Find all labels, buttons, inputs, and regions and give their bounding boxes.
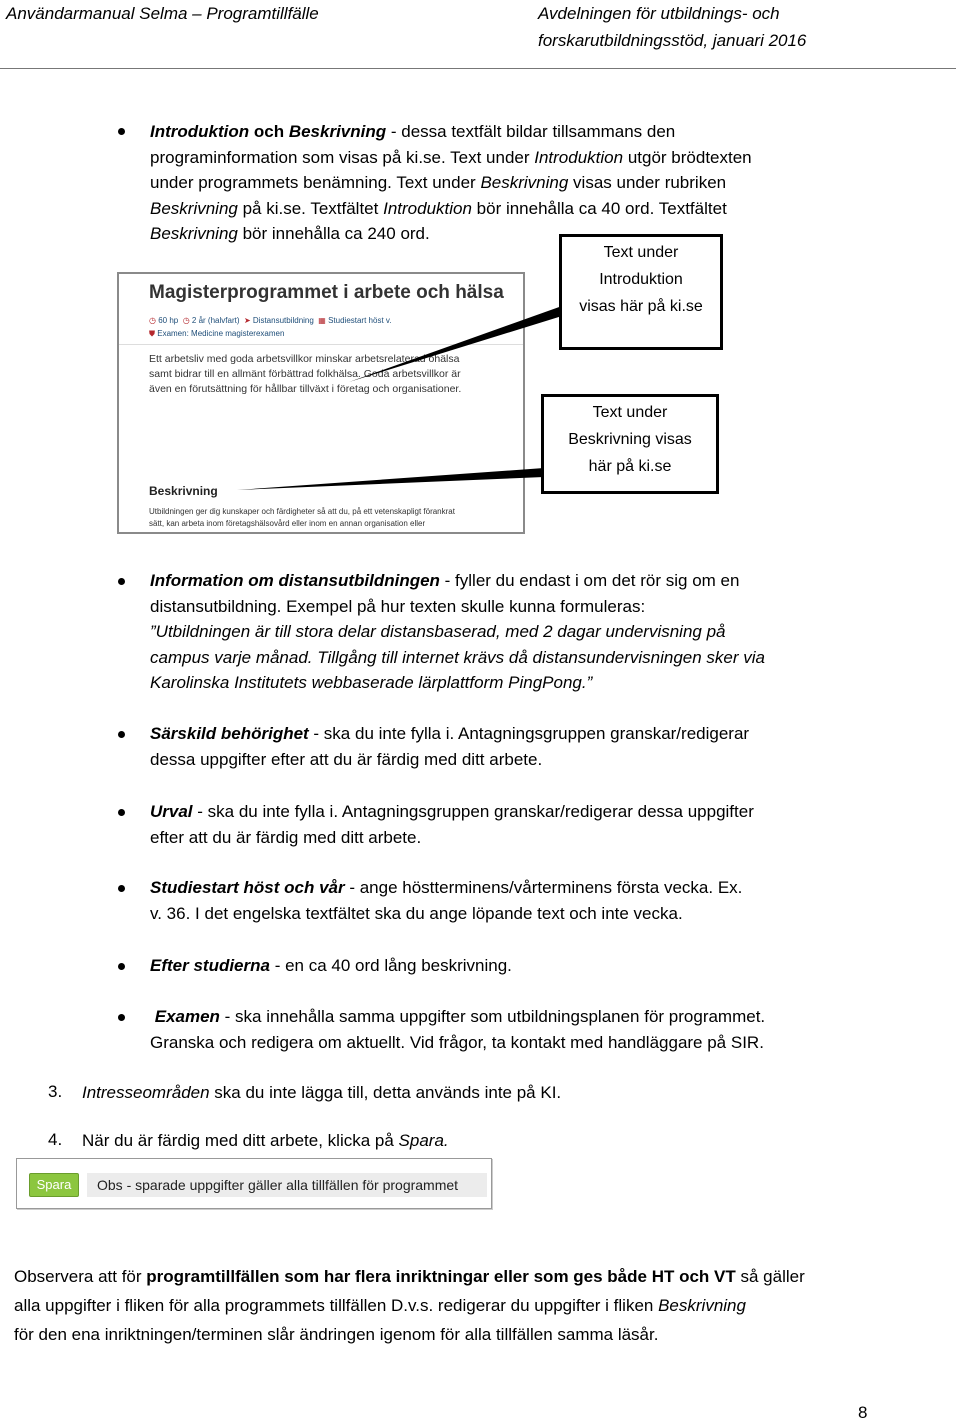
bullet [118,1014,125,1021]
text: ”Utbildningen är till stora delar distansbaserad, med 2 dagar undervisning på [150,622,726,641]
text: dessa uppgifter efter att du är färdig med ditt arbete. [150,749,543,769]
screenshot-title: Magisterprogrammet i arbete och hälsa [149,282,504,303]
text: efter att du är färdig med ditt arbete. [150,827,422,847]
bullet [118,578,125,585]
meta-credits: 60 hp [158,316,179,325]
intro-line: samt bidrar till en allmänt förbättrad folkhälsa. Goda arbetsvillkor är [149,368,461,380]
beskrivning-line: Utbildningen ger dig kunskaper och färdigheter så att du, på ett vetenskapligt förankrat [149,507,455,516]
item-number: 4. [48,1130,63,1149]
bullet-efter-studierna [150,953,870,979]
term: Examen [154,1007,220,1026]
bullet-sarskild [150,721,870,772]
shield-icon: ⛊ [149,329,155,338]
header-right-line1: Avdelningen för utbildnings- och [538,4,780,23]
text: Introduktion [383,198,472,218]
text: programinformation som visas på ki.se. Text under [150,147,535,167]
text: Beskrivning [658,1296,746,1315]
text: på ki.se. Textfältet [237,198,384,218]
text: Beskrivning [150,198,238,218]
bullet [118,731,125,738]
pin-icon: ➤ [243,316,251,325]
text: - fyller du endast i om det rör sig om en [439,571,740,590]
spara-toolbar [16,1158,492,1209]
beskrivning-line: sätt, kan arbeta inom företagshälsovård eller inom en annan organisation eller [149,519,426,528]
header-left: Användarmanual Selma – Programtillfälle [6,4,319,23]
page-number: 8 [858,1403,868,1422]
bullet-studiestart [150,875,870,926]
text: alla uppgifter i fliken för alla programmets tillfällen D.v.s. redigerar du uppgifter i fliken [14,1296,659,1315]
text: bör innehålla ca 240 ord. [237,224,430,243]
callout-beskrivning [541,394,719,494]
bullet-distans [150,568,870,696]
clock-icon: ◷ [149,316,156,325]
meta-duration: 2 år (halvfart) [191,316,240,325]
text: - ange höstterminens/vårterminens första vecka. Ex. [344,878,743,897]
text: Granska och redigera om aktuellt. Vid frågor, ta kontakt med handläggare på SIR. [150,1032,764,1052]
text: - ska du inte fylla i. Antagningsgruppen granskar/redigerar [308,724,750,743]
text: Introduktion [534,147,624,167]
bullet [118,963,125,970]
spara-notice: Obs - sparade uppgifter gäller alla tillfällen för programmet [87,1173,487,1197]
term: Information om distansutbildningen [150,571,440,590]
intro-line: Ett arbetsliv med goda arbetsvillkor minskar arbetsrelaterad ohälsa [149,353,460,365]
text: - ska innehålla samma uppgifter som utbildningsplanen för programmet. [219,1007,766,1026]
term: Urval [150,802,193,821]
text: v. 36. I det engelska textfältet ska du ange löpande text och inte vecka. [150,903,683,923]
callout-line: Text under [592,404,668,421]
term-beskrivning: Beskrivning [288,122,387,141]
text: Spara. [398,1131,449,1150]
callout-line: visas här på ki.se [579,298,703,315]
text: - en ca 40 ord lång beskrivning. [269,956,512,975]
item-number: 3. [48,1082,63,1101]
beskrivning-heading: Beskrivning [149,484,218,498]
text: utgör brödtexten [623,147,752,167]
spara-button[interactable]: Spara [29,1173,79,1197]
callout2-pointer [237,468,544,490]
text: - dessa textfält bildar tillsammans den [386,122,676,141]
text: Observera att för [14,1267,147,1286]
bullet-examen [150,1004,870,1055]
item-spara [82,1128,842,1154]
clock-icon: ◷ [182,316,190,325]
text: så gäller [735,1267,805,1286]
text: programtillfällen som har flera inriktningar eller som ges både HT och VT [146,1267,736,1286]
intro-line: även en förutsättning för hållbar tillväxt i företag och organisationer. [149,383,462,395]
meta-distance: Distansutbildning [252,316,314,325]
text: Beskrivning [480,173,569,192]
text: under programmets benämning. Text under [150,173,481,192]
header-right-line2: forskarutbildningsstöd, januari 2016 [538,31,807,50]
bullet [118,885,125,892]
callout-line: här på ki.se [588,458,672,475]
meta-start: Studiestart höst v. [328,316,392,325]
bullet-urval [150,799,870,850]
text: Intresseområden [82,1083,210,1102]
text: Beskrivning [150,224,238,243]
term: Särskild behörighet [150,724,309,743]
text: - ska du inte fylla i. Antagningsgruppen granskar/redigerar dessa uppgifter [192,802,754,821]
text: för den ena inriktningen/terminen slår ändringen igenom för alla tillfällen samma läsår. [14,1325,659,1344]
exam-text: Examen: Medicine magisterexamen [157,329,285,338]
note-paragraph [14,1262,914,1349]
text: ska du inte lägga till, detta används inte på KI. [209,1083,562,1102]
callout-line: Beskrivning visas [568,431,692,448]
term-och: och [249,122,289,141]
term-introduktion: Introduktion [150,122,250,141]
item-intresseomraden [82,1080,842,1106]
calendar-icon: ▦ [318,316,326,325]
term: Efter studierna [150,956,270,975]
callout-line: Introduktion [599,271,683,288]
text: bör innehålla ca 40 ord. Textfältet [471,198,727,218]
term: Studiestart höst och vår [150,878,345,897]
bullet [118,809,125,816]
text: När du är färdig med ditt arbete, klicka på [82,1131,399,1150]
text: distansutbildning. Exempel på hur texten skulle kunna formuleras: [150,596,646,616]
text: visas under rubriken [568,173,727,192]
text: Karolinska Institutets webbaserade lärplattform PingPong.” [150,673,593,692]
text: campus varje månad. Tillgång till internet krävs då distansundervisningen sker via [150,647,765,667]
callout1-pointer [349,306,562,382]
callout-introduktion [559,234,723,350]
callout-line: Text under [603,244,679,261]
